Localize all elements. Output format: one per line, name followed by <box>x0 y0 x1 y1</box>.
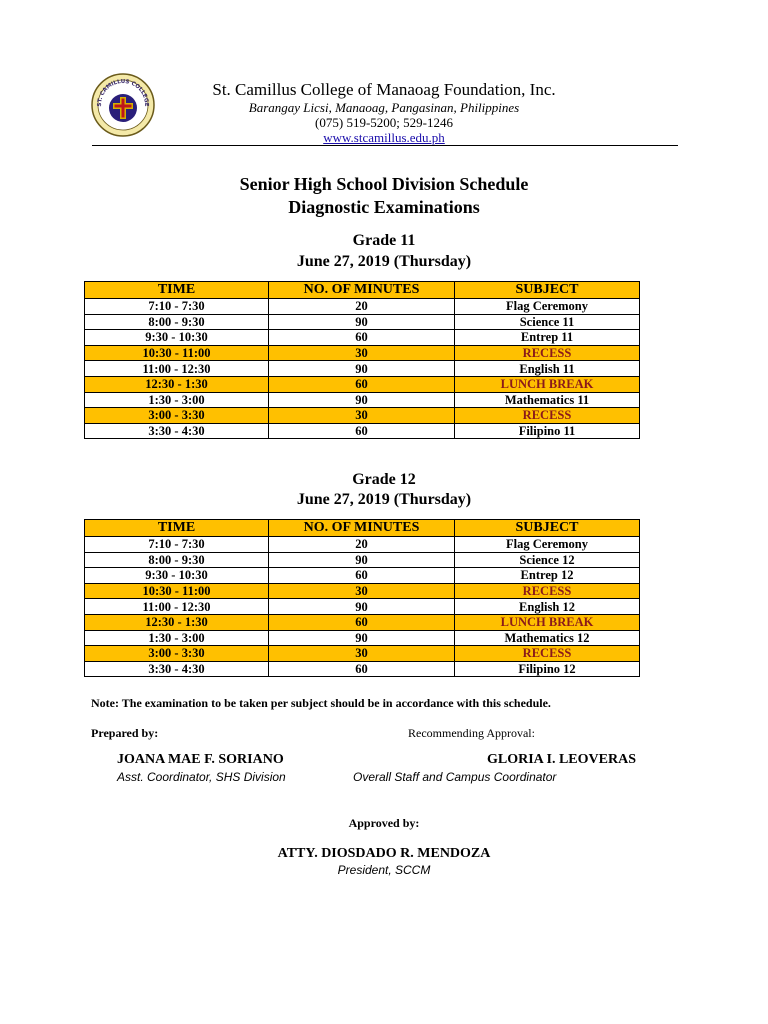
table-row <box>85 330 640 346</box>
time-cell: 7:10 - 7:30 <box>85 537 269 553</box>
time-cell: 3:00 - 3:30 <box>85 646 269 662</box>
column-header-minutes: NO. OF MINUTES <box>269 520 455 537</box>
table-row <box>85 537 640 553</box>
minutes-cell: 60 <box>269 330 455 346</box>
grade11-heading: Grade 11 <box>352 232 416 249</box>
subject-cell: Flag Ceremony <box>455 299 640 315</box>
institution-name: St. Camillus College of Manaoag Foundation, Inc. <box>212 80 556 99</box>
minutes-cell: 60 <box>269 423 455 439</box>
minutes-cell: 30 <box>269 646 455 662</box>
minutes-cell: 60 <box>269 376 455 392</box>
table-row <box>85 345 640 361</box>
preparer-name: JOANA MAE F. SORIANO <box>117 752 284 767</box>
minutes-cell: 60 <box>269 568 455 584</box>
minutes-cell: 90 <box>269 392 455 408</box>
subject-cell: LUNCH BREAK <box>455 376 640 392</box>
subject-cell: LUNCH BREAK <box>455 614 640 630</box>
subject-cell: RECESS <box>455 408 640 424</box>
time-cell: 9:30 - 10:30 <box>85 330 269 346</box>
subject-cell: RECESS <box>455 646 640 662</box>
table-row <box>85 614 640 630</box>
time-cell: 3:30 - 4:30 <box>85 661 269 677</box>
table-header-row <box>85 520 640 537</box>
table-row <box>85 630 640 646</box>
subject-cell: Science 11 <box>455 314 640 330</box>
preparer-position: Asst. Coordinator, SHS Division <box>117 770 286 784</box>
logo-text: ST. CAMILLUS COLLEGE <box>96 78 150 107</box>
time-cell: 9:30 - 10:30 <box>85 568 269 584</box>
table-row <box>85 423 640 439</box>
time-cell: 3:00 - 3:30 <box>85 408 269 424</box>
column-header-minutes: NO. OF MINUTES <box>269 282 455 299</box>
time-cell: 11:00 - 12:30 <box>85 361 269 377</box>
subject-cell: Mathematics 12 <box>455 630 640 646</box>
time-cell: 12:30 - 1:30 <box>85 376 269 392</box>
time-cell: 11:00 - 12:30 <box>85 599 269 615</box>
grade12-date: June 27, 2019 (Thursday) <box>296 491 472 508</box>
time-cell: 3:30 - 4:30 <box>85 423 269 439</box>
recommender-name: GLORIA I. LEOVERAS <box>487 752 636 767</box>
minutes-cell: 30 <box>269 408 455 424</box>
table-row <box>85 361 640 377</box>
minutes-cell: 60 <box>269 614 455 630</box>
approver-name: ATTY. DIOSDADO R. MENDOZA <box>277 846 491 861</box>
time-cell: 12:30 - 1:30 <box>85 614 269 630</box>
column-header-time: TIME <box>85 282 269 299</box>
subject-cell: English 11 <box>455 361 640 377</box>
document-title: Senior High School Division Schedule <box>239 174 529 194</box>
schedule-note: Note: The examination to be taken per subject should be in accordance with this schedule. <box>91 696 551 710</box>
table-header-row <box>85 282 640 299</box>
approved-by-label: Approved by: <box>348 816 420 830</box>
table-row <box>85 392 640 408</box>
institution-address: Barangay Licsi, Manaoag, Pangasinan, Philippines <box>248 100 520 115</box>
grade11-date: June 27, 2019 (Thursday) <box>296 253 472 270</box>
minutes-cell: 20 <box>269 537 455 553</box>
subject-cell: RECESS <box>455 345 640 361</box>
approver-position: President, SCCM <box>337 863 431 877</box>
table-row <box>85 661 640 677</box>
subject-cell: Mathematics 11 <box>455 392 640 408</box>
grade12-heading: Grade 12 <box>352 471 416 488</box>
subject-cell: RECESS <box>455 583 640 599</box>
table-row <box>85 583 640 599</box>
time-cell: 10:30 - 11:00 <box>85 345 269 361</box>
minutes-cell: 60 <box>269 661 455 677</box>
column-header-time: TIME <box>85 520 269 537</box>
grade11-schedule-table <box>84 281 640 439</box>
minutes-cell: 90 <box>269 314 455 330</box>
table-row <box>85 552 640 568</box>
minutes-cell: 20 <box>269 299 455 315</box>
column-header-subject: SUBJECT <box>455 520 640 537</box>
recommending-approval-label: Recommending Approval: <box>408 726 535 740</box>
minutes-cell: 90 <box>269 552 455 568</box>
prepared-by-label: Prepared by: <box>91 726 159 740</box>
subject-cell: Entrep 12 <box>455 568 640 584</box>
minutes-cell: 30 <box>269 345 455 361</box>
subject-cell: Science 12 <box>455 552 640 568</box>
time-cell: 7:10 - 7:30 <box>85 299 269 315</box>
subject-cell: Filipino 11 <box>455 423 640 439</box>
time-cell: 8:00 - 9:30 <box>85 314 269 330</box>
minutes-cell: 90 <box>269 361 455 377</box>
recommender-position: Overall Staff and Campus Coordinator <box>353 770 557 784</box>
minutes-cell: 30 <box>269 583 455 599</box>
table-row <box>85 299 640 315</box>
table-row <box>85 599 640 615</box>
subject-cell: English 12 <box>455 599 640 615</box>
grade12-schedule-table <box>84 519 640 677</box>
document-subtitle: Diagnostic Examinations <box>288 197 480 217</box>
table-row <box>85 376 640 392</box>
header-divider <box>92 145 678 146</box>
table-row <box>85 408 640 424</box>
time-cell: 10:30 - 11:00 <box>85 583 269 599</box>
time-cell: 1:30 - 3:00 <box>85 630 269 646</box>
minutes-cell: 90 <box>269 599 455 615</box>
time-cell: 1:30 - 3:00 <box>85 392 269 408</box>
table-row <box>85 568 640 584</box>
table-row <box>85 646 640 662</box>
minutes-cell: 90 <box>269 630 455 646</box>
institution-website-link[interactable]: www.stcamillus.edu.ph <box>323 130 445 145</box>
institution-phone: (075) 519-5200; 529-1246 <box>315 115 453 130</box>
subject-cell: Filipino 12 <box>455 661 640 677</box>
time-cell: 8:00 - 9:30 <box>85 552 269 568</box>
column-header-subject: SUBJECT <box>455 282 640 299</box>
subject-cell: Entrep 11 <box>455 330 640 346</box>
subject-cell: Flag Ceremony <box>455 537 640 553</box>
table-row <box>85 314 640 330</box>
